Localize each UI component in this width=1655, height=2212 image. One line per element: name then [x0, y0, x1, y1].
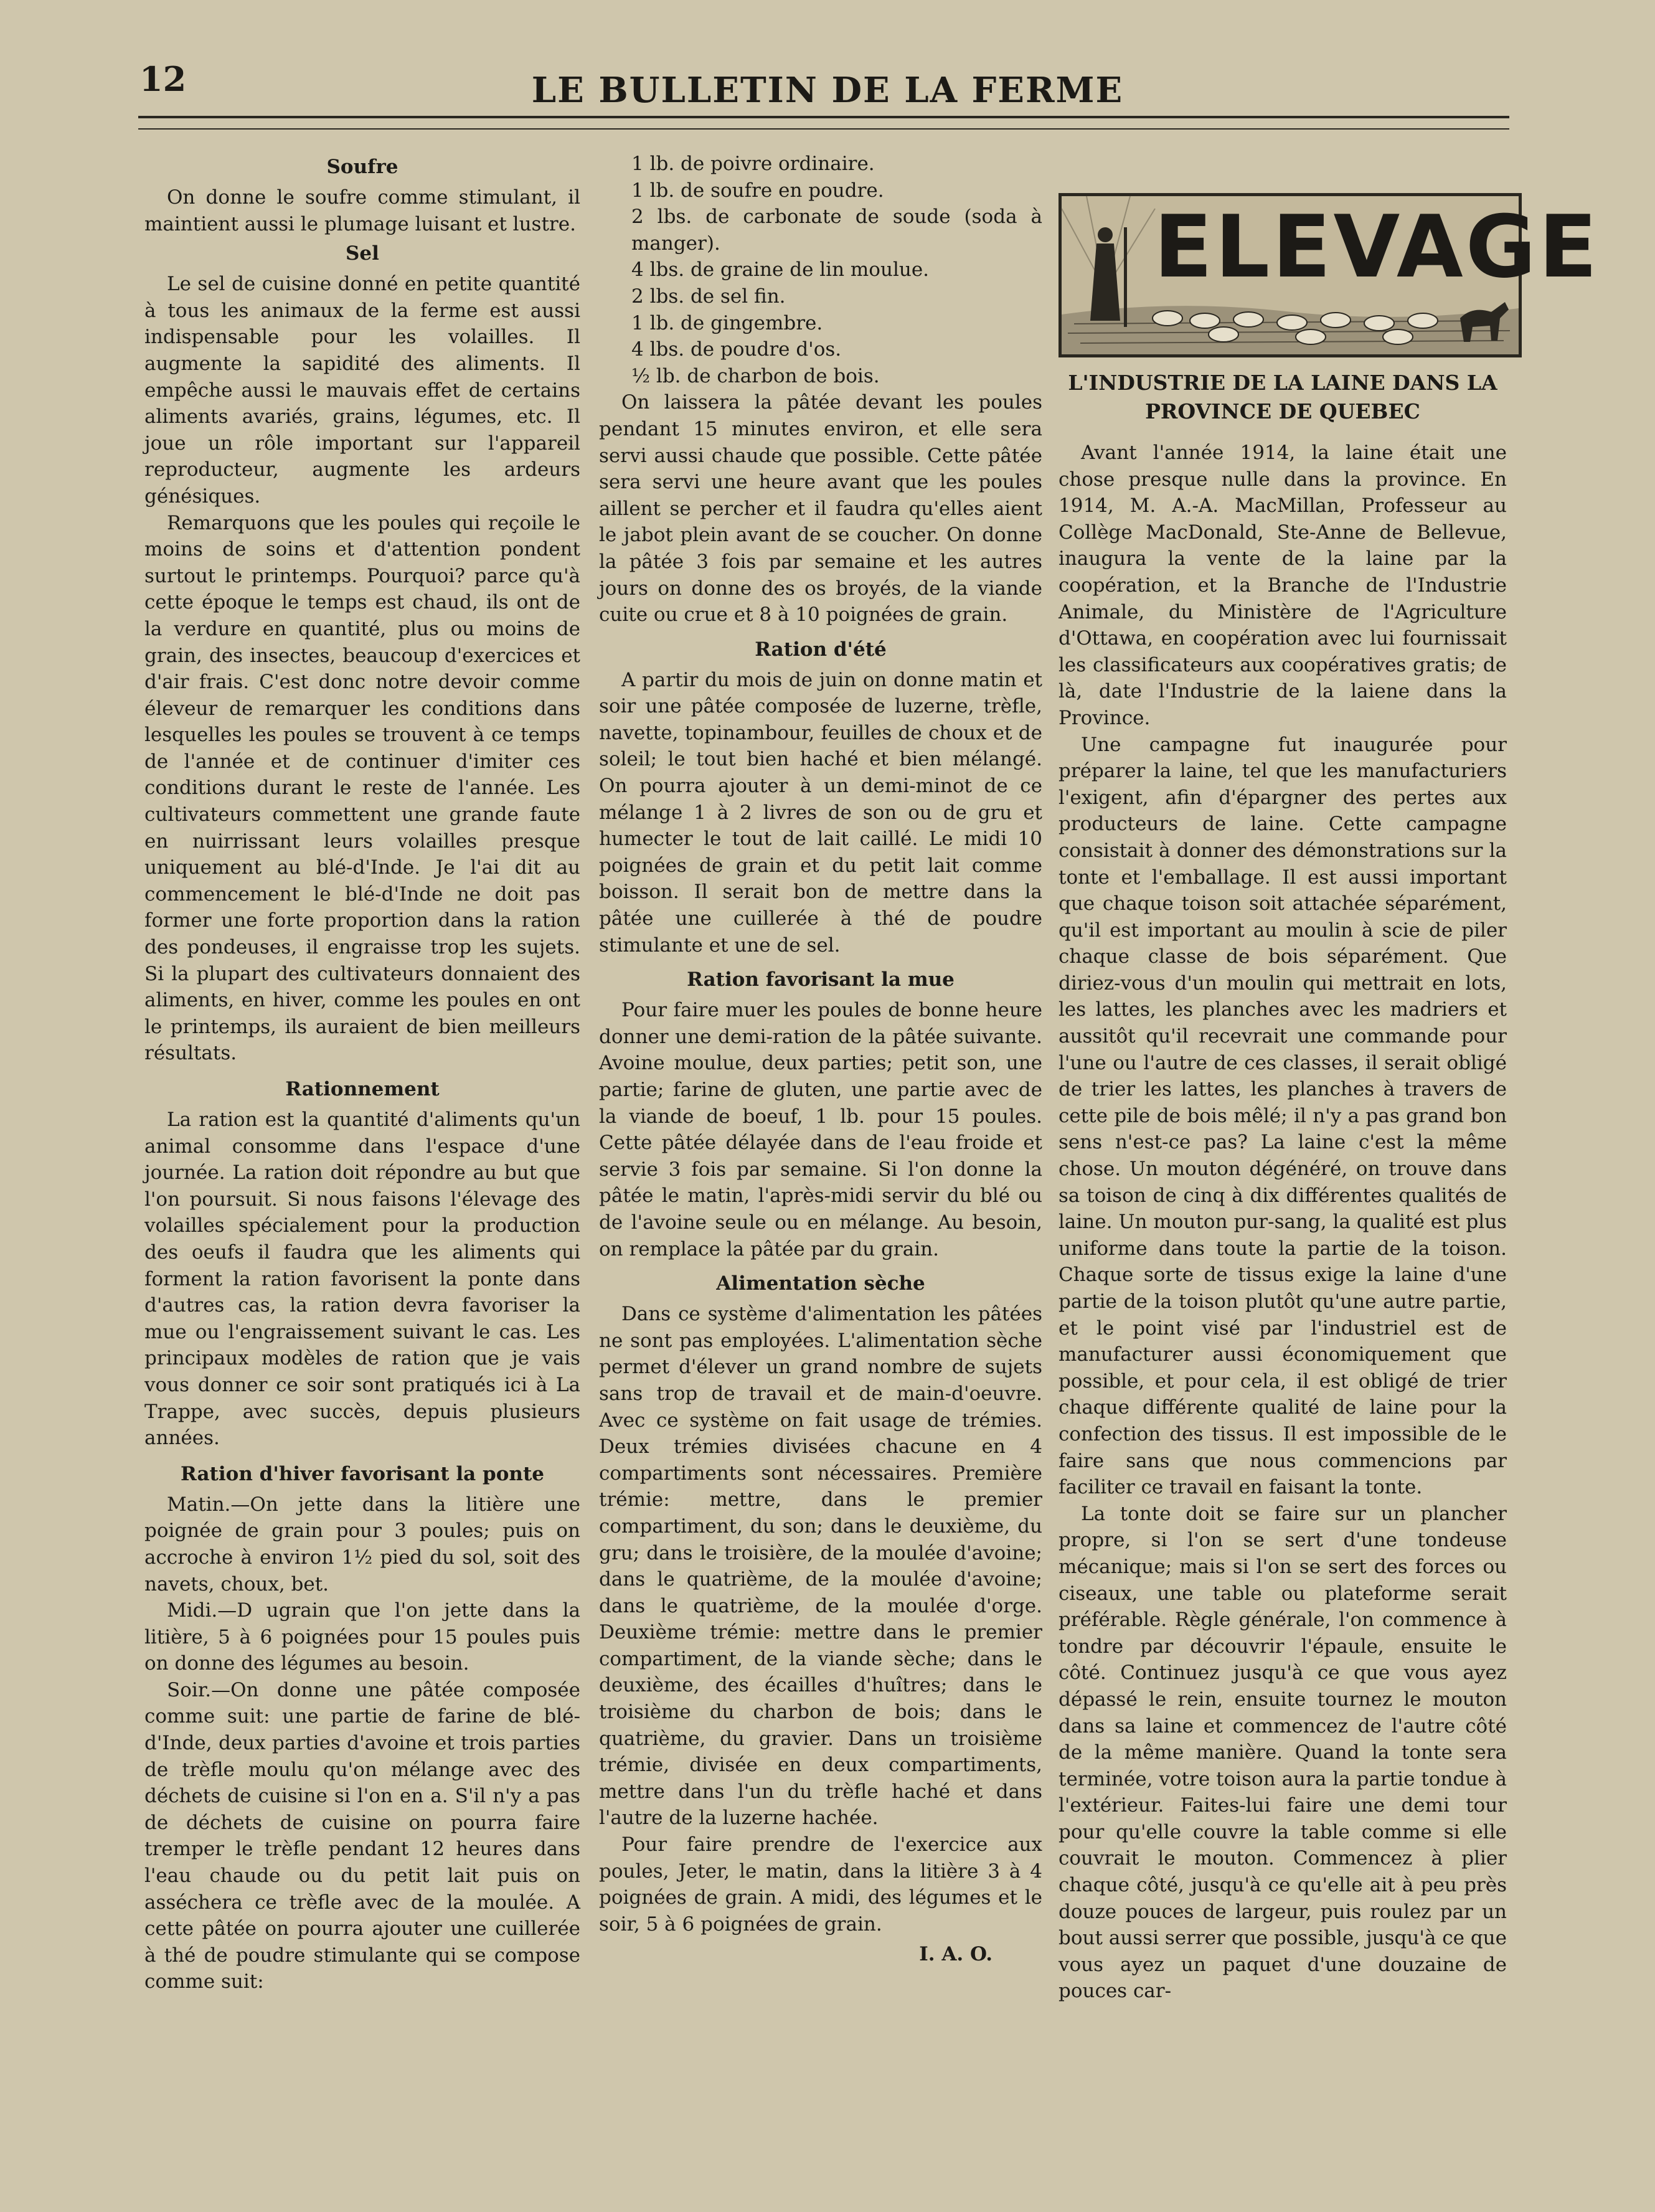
section-heading-ete: Ration d'été [755, 638, 887, 661]
section-heading-rationnement: Rationnement [285, 1078, 440, 1100]
article-heading: L'INDUSTRIE DE LA LAINE DANS LA PROVINCE DE QUEBEC [1068, 371, 1497, 423]
paragraph-seche: Dans ce système d'alimentation les pâtées ne sont pas employées. L'alimentation sèche permet d'élever un grand nombre de sujets sans trop de travail et de main-d'oeuvre. Avec ce système on fait usage de trémies. Deux trémies divisées chacune en 4 compartiments sont nécessaires. Première trémie: mettre, dans le premier compartiment, du son; dans le deuxième, du gru; dans le troisière, de la moulée d'avoine; dans le quatrième, de la moulée d'avoine; dans le quatrième, de la moulée d'orge. Deuxième trémie: mettre dans le premier compartiment, de la viande sèche; dans le deuxième, des écailles d'huîtres; dans le troisième du charbon de bois; dans le quatrième, du gravier. Dans un troisième trémie, divisée en deux compartiments, mettre dans l'un du trèfle haché et dans l'autre de la luzerne hachée. [599, 1303, 1042, 1830]
column-1 [144, 151, 580, 1995]
column-3 [1059, 369, 1507, 2005]
list-item: 4 lbs. de poudre d'os. [631, 338, 842, 361]
header-rule-thin [138, 128, 1509, 130]
list-item: 2 lbs. de carbonate de soude (soda à manger). [631, 206, 1042, 255]
section-heading-sel: Sel [346, 242, 379, 265]
paragraph-rationnement: La ration est la quantité d'aliments qu'un animal consomme dans l'espace d'une journée. La ration doit répondre au but que l'on poursuit. Si nous faisons l'élevage des volailles spécialement pour la production des oeufs il faudra que les aliments qui forment la ration favorisent la ponte dans d'autres cas, la ration devra favoriser la mue ou l'engraissement suivant le cas. Les principaux modèles de ration que je vais vous donner ce soir sont pratiqués ici à La Trappe, avec succès, depuis plusieurs années. [144, 1108, 580, 1450]
paragraph-soir: Soir.—On donne une pâtée composée comme suit: une partie de farine de blé-d'Inde, deux parties d'avoine et trois parties de trèfle moulu qu'on mélange avec des déchets de cuisine si l'on en a. S'il n'y a pas de déchets de cuisine on pourra faire tremper le trèfle pendant 12 heures dans l'eau chaude ou du petit lait puis on asséchera ce trèfle avec de la moulée. A cette pâtée on pourra ajouter une cuillerée à thé de poudre stimulante qui se compose comme suit: [144, 1678, 580, 1993]
section-heading-mue: Ration favorisant la mue [687, 968, 955, 991]
paragraph-1: Avant l'année 1914, la laine était une chose presque nulle dans la province. En 1914, M. A.-A. MacMillan, Professeur au Collège MacDonald, Ste-Anne de Bellevue, inaugura la vente de la laine par la coopération, et la Branche de l'Industrie Animale, du Ministère de l'Agriculture d'Ottawa, en coopération avec lui fournissait les classificateurs aux coopératives gratis; de là, date l'Industrie de la laiene dans la Province. [1059, 442, 1507, 729]
paragraph-matin: Matin.—On jette dans la litière une poignée de grain pour 3 poules; puis on accroche à environ 1½ pied du sol, soit des navets, choux, bet. [144, 1493, 580, 1595]
list-item: ½ lb. de charbon de bois. [631, 364, 880, 387]
banner-title: ELEVAGE [1154, 197, 1600, 297]
paragraph-sel: Le sel de cuisine donné en petite quantité à tous les animaux de la ferme est aussi indispensable pour les volailles. Il augmente la sapidité des aliments. Il empêche aussi le mauvais effet de certains aliments avariés, grains, légumes, etc. Il joue un rôle important sur l'appareil reproducteur, augmente les ardeurs génésiques. [144, 273, 580, 508]
list-item: 2 lbs. de sel fin. [631, 285, 786, 308]
paragraph-2: Une campagne fut inaugurée pour préparer la laine, tel que les manufacturiers l'exigent, afin d'épargner des pertes aux producteurs de laine. Cette campagne consistait à donner des démonstrations sur la tonte et l'emballage. Il est aussi important que chaque toison soit attachée séparément, qu'il est important au moulin à scie de piler chaque classe de bois séparément. Que diriez-vous d'un moulin qui mettrait en lots, les lattes, les planches avec les madriers et aussitôt qu'il recevrait une commande pour l'une ou l'autre de ces classes, il serait obligé de trier les lattes, les planches à travers de cette pile de bois mêlé; il n'y a pas grand bon sens n'est-ce pas? La laine c'est la même chose. Un mouton dégénéré, on trouve dans sa toison de cinq à dix différentes qualités de laine. Un mouton pur-sang, la qualité est plus uniforme dans toute la partie de la toison. Chaque sorte de tissus exige la laine d'une partie de la toison plutôt qu'une autre partie, et le point visé par l'industriel est de manufacturer aussi économiquement que possible, et pour cela, il est obligé de trier chaque différente qualité de laine pour la confection des tissus. Il est impossible de le faire sans que nous commencions par faciliter ce travail en faisant la tonte. [1059, 733, 1507, 1499]
paragraph-3: La tonte doit se faire sur un plancher propre, si l'on se sert d'une tondeuse mécanique; mais si l'on se sert des forces ou ciseaux, une table ou plateforme serait préférable. Règle générale, l'on commence à tondre par découvrir l'épaule, ensuite le côté. Continuez jusqu'à ce que vous ayez dépassé le rein, ensuite tournez le mouton dans sa laine et commencez de l'autre côté de la même manière. Quand la tonte sera terminée, votre toison aura la partie tondue à l'extérieur. Faites-lui faire une demi tour pour qu'elle couvre la table comme si elle couvrait le mouton. Commencez à plier chaque côté, jusqu'à ce qu'elle ait à peu près douze pouces de largeur, puis roulez par un bout aussi serrer que possible, jusqu'à ce que vous ayez un paquet d'une douzaine de pouces car- [1059, 1502, 1507, 2003]
author-signature: I. A. O. [919, 1943, 993, 1966]
paragraph-exercice: Pour faire prendre de l'exercice aux poules, Jeter, le matin, dans la litière 3 à 4 poignées de grain. A midi, des légumes et le soir, 5 à 6 poignées de grain. [599, 1833, 1042, 1936]
section-heading-seche: Alimentation sèche [716, 1272, 925, 1295]
header-rule [138, 116, 1509, 118]
paragraph-laissera: On laissera la pâtée devant les poules pendant 15 minutes environ, et elle sera servi aussi chaude que possible. Cette pâtée sera servi une heure avant que les poules aillent se percher et il faudra qu'elles aient le jabot plein avant de se coucher. On donne la pâtée 3 fois par semaine et les autres jours on donne des os broyés, de la viande cuite ou crue et 8 à 10 poignées de grain. [599, 391, 1042, 626]
paragraph-mue: Pour faire muer les poules de bonne heure donner une demi-ration de la pâtée suivante. Avoine moulue, deux parties; petit son, une partie; farine de gluten, une partie avec de la viande de boeuf, 1 lb. pour 15 poules. Cette pâtée délayée dans de l'eau froide et servie 3 fois par semaine. Si l'on donne la pâtée le matin, l'après-midi servir du blé ou de l'avoine seule ou en mélange. Au besoin, on remplace la pâtée par du grain. [599, 999, 1042, 1260]
paragraph-ete: A partir du mois de juin on donne matin et soir une pâtée composée de luzerne, trèfle, navette, topinambour, feuilles de choux et de soleil; le tout bien haché et bien mélangé. On pourra ajouter à un demi-minot de ce mélange 1 à 2 livres de son ou de gru et humecter le tout de lait caillé. Le midi 10 poignées de grain et du petit lait comme boisson. Il serait bon de mettre dans la pâtée une cuillerée à thé de poudre stimulante et une de sel. [599, 668, 1042, 957]
list-item: 1 lb. de poivre ordinaire. [631, 153, 875, 175]
section-heading-hiver: Ration d'hiver favorisant la ponte [180, 1462, 544, 1485]
list-item: 4 lbs. de graine de lin moulue. [631, 258, 930, 281]
section-heading-soufre: Soufre [326, 156, 398, 178]
publication-title: LE BULLETIN DE LA FERME [531, 70, 1124, 111]
page-number: 12 [139, 59, 187, 99]
list-item: 1 lb. de gingembre. [631, 311, 823, 334]
column-2 [599, 151, 1042, 1968]
paragraph-midi: Midi.—D ugrain que l'on jette dans la litière, 5 à 6 poignées pour 15 poules puis on donne des légumes au besoin. [144, 1599, 580, 1675]
paragraph-soufre: On donne le soufre comme stimulant, il maintient aussi le plumage luisant et lustre. [144, 186, 580, 235]
elevage-banner [1059, 193, 1600, 357]
paragraph-remarquons: Remarquons que les poules qui reçoile le moins de soins et d'attention pondent surtout le printemps. Pourquoi? parce qu'à cette époque le temps est chaud, ils ont de la verdure en quantité, plus ou moins de grain, des insectes, beaucoup d'exercices et d'air frais. C'est donc notre devoir comme éleveur de remarquer les conditions dans lesquelles les poules se trouvent à ce temps de l'année et de continuer d'imiter ces conditions durant le reste de l'année. Les cultivateurs commettent une grande faute en nuirrissant leurs volailles presque uniquement au blé-d'Inde. Je l'ai dit au commencement le blé-d'Inde ne doit pas former une forte proportion dans la ration des pondeuses, il engraisse trop les sujets. Si la plupart des cultivateurs donnaient des aliments, en hiver, comme les poules en ont le printemps, ils auraient de bien meilleurs résultats. [144, 511, 580, 1065]
list-item: 1 lb. de soufre en poudre. [631, 179, 884, 202]
